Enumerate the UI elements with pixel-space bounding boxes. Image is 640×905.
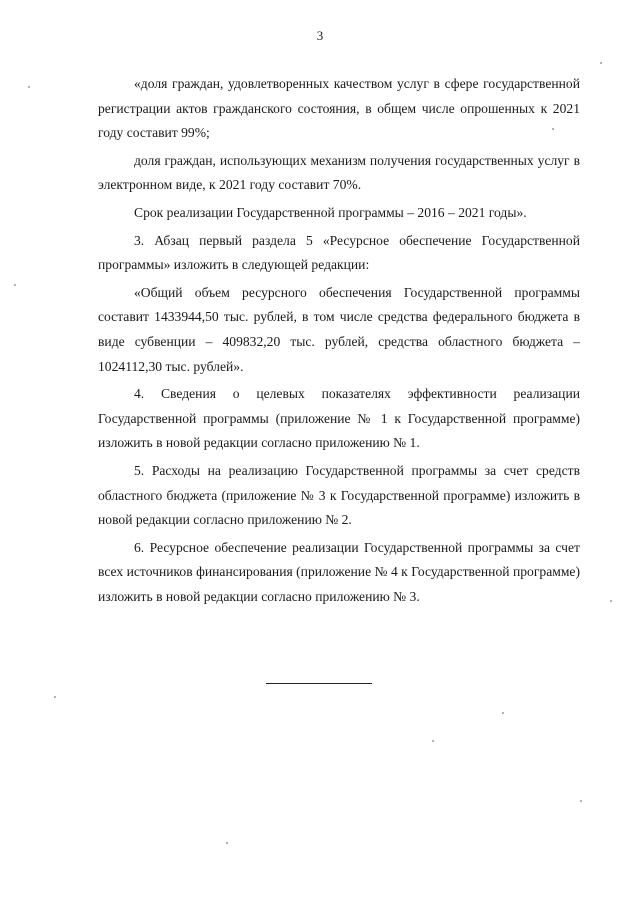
- paragraph: 6. Ресурсное обеспечение реализации Государственной программы за счет всех источников финансирования (приложение № 4 к Государственной программе) изложить в новой редакции согласно приложению № 3.: [98, 539, 580, 604]
- scan-speck: [432, 740, 434, 742]
- page-number: 3: [316, 28, 324, 43]
- paragraph: 5. Расходы на реализацию Государственной программы за счет средств областного бюджета (приложение № 3 к Государственной программе) изложить в новой редакции согласно приложению № 2.: [98, 462, 580, 528]
- paragraph: «доля граждан, удовлетворенных качеством услуг в сфере государственной регистрации актов гражданского состояния, в общем числе опрошенных к 2021 году составит 99%;: [98, 76, 580, 141]
- scan-speck: [600, 62, 602, 64]
- scan-speck: [28, 86, 30, 88]
- paragraph: 3. Абзац первый раздела 5 «Ресурсное обеспечение Государственной программы» изложить в следующей редакции:: [98, 232, 580, 273]
- separator-line: [266, 683, 372, 684]
- paragraph: Срок реализации Государственной программы – 2016 – 2021 годы».: [134, 204, 527, 220]
- scan-speck: [580, 800, 582, 802]
- paragraph: 4. Сведения о целевых показателях эффективности реализации Государственной программы (приложение № 1 к Государственной программе) изложить в новой редакции согласно приложению № 1.: [98, 386, 580, 451]
- document-body: [98, 72, 580, 612]
- scan-speck: [14, 284, 16, 286]
- scan-speck: [54, 696, 56, 698]
- scan-speck: [502, 712, 504, 714]
- scan-speck: [226, 842, 228, 844]
- paragraph: «Общий объем ресурсного обеспечения Государственной программы составит 1433944,50 тыс. рублей, в том числе средства федерального бюджета в виде субвенции – 409832,20 тыс. рублей, средства областного бюджета – 1024112,30 тыс. рублей».: [98, 284, 580, 374]
- scan-speck: [552, 128, 554, 130]
- scan-speck: [610, 600, 612, 602]
- paragraph: доля граждан, использующих механизм получения государственных услуг в электронном виде, к 2021 году составит 70%.: [98, 152, 580, 193]
